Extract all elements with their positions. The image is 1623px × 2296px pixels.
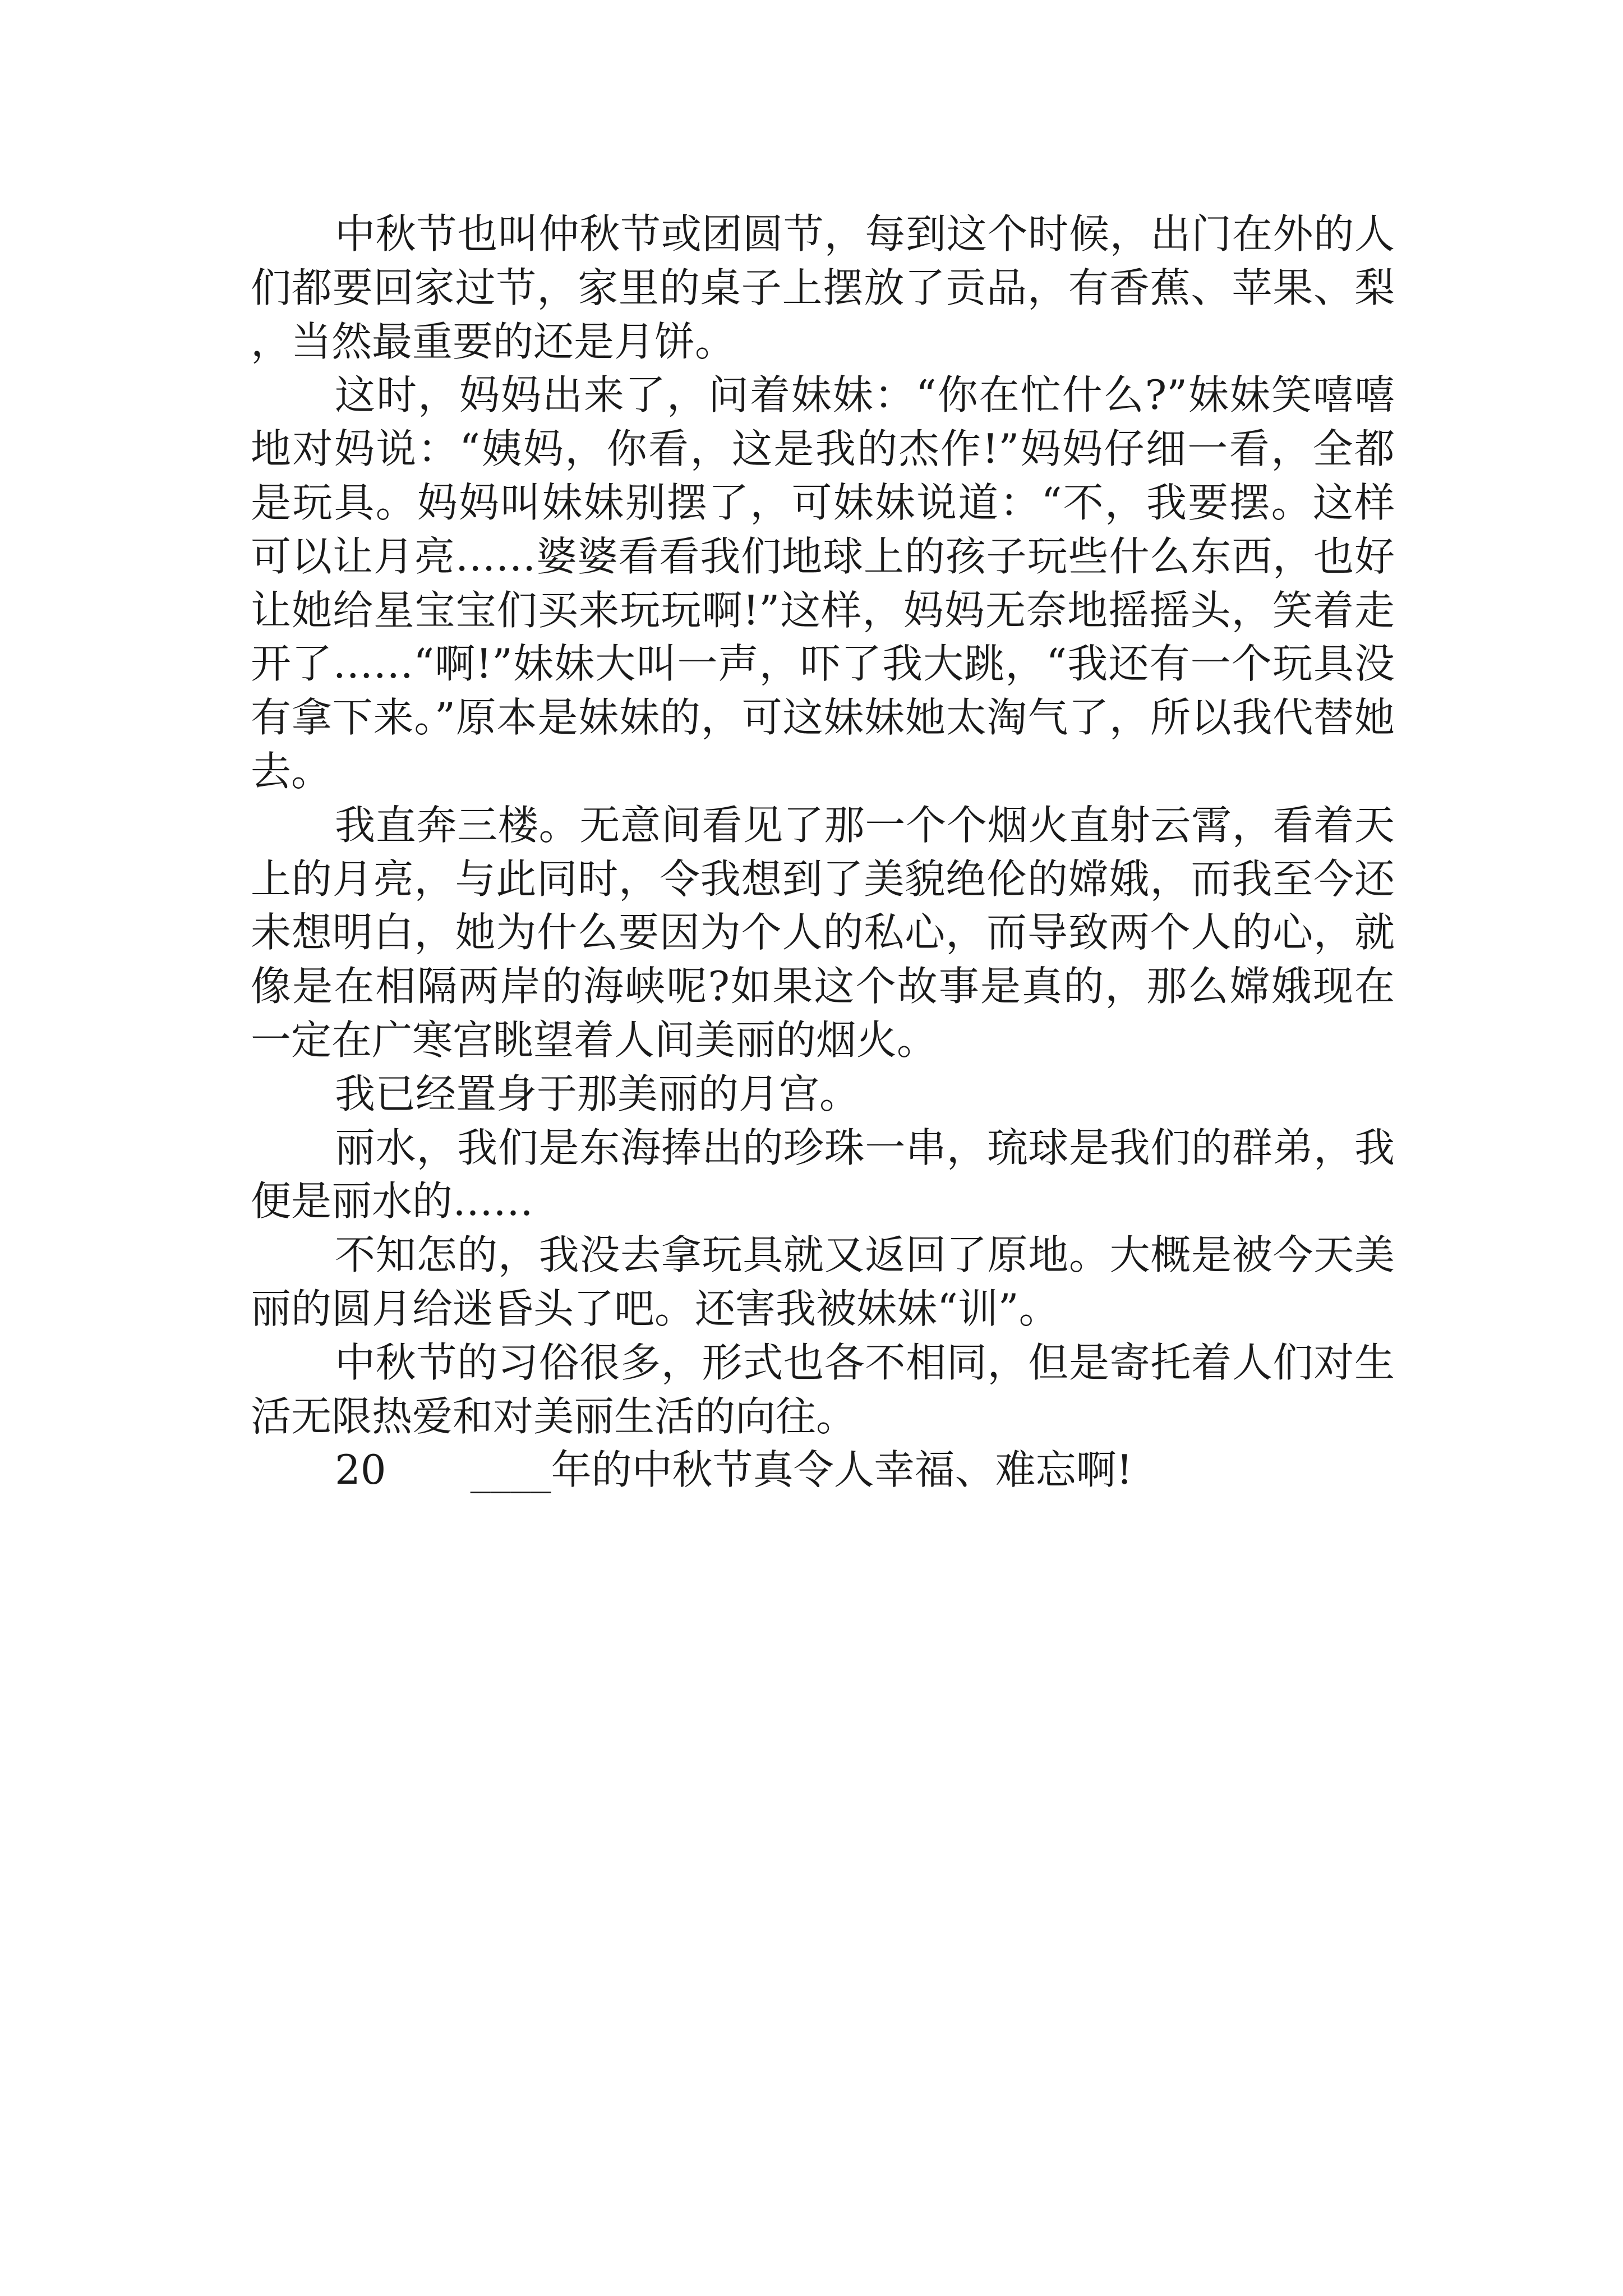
paragraph-mom-and-sister: 这时，妈妈出来了，问着妹妹：“你在忙什么?”妹妹笑嘻嘻地对妈说：“姨妈，你看，这是我的杰作!”妈妈仔细一看，全都是玩具。妈妈叫妹妹别摆了，可妹妹说道：“不，我要摆。这样可以让月亮……婆婆看看我们地球上的孩子玩些什么东西，也好让她给星宝宝们买来玩玩啊!”这样，妈妈无奈地摇摇头，笑着走开了……“啊!”妹妹大叫一声，吓了我大跳，“我还有一个玩具没有拿下来。”原本是妹妹的，可这妹妹她太淘气了，所以我代替她去。 (251, 371, 1395, 795)
paragraph-moon-palace: 我已经置身于那美丽的月宫。 (335, 1070, 860, 1117)
year-blank: ____ (470, 1446, 551, 1494)
closing-text: 年的中秋节真令人幸福、难忘啊! (551, 1446, 1133, 1494)
document-body (251, 208, 1395, 1497)
paragraph-return: 不知怎的，我没去拿玩具就又返回了原地。大概是被今天美丽的圆月给迷昏头了吧。还害我被妹妹“训”。 (251, 1231, 1395, 1332)
paragraph-mid-autumn-intro: 中秋节也叫仲秋节或团圆节，每到这个时候，出门在外的人们都要回家过节，家里的桌子上摆放了贡品，有香蕉、苹果、梨，当然最重要的还是月饼。 (251, 210, 1395, 365)
paragraph-closing (251, 1443, 1395, 1497)
year-prefix: 20 (335, 1446, 386, 1494)
paragraph-lishui: 丽水，我们是东海捧出的珍珠一串，琉球是我们的群弟，我便是丽水的…… (251, 1124, 1395, 1225)
paragraph-third-floor: 我直奔三楼。无意间看见了那一个个烟火直射云霄，看着天上的月亮，与此同时，令我想到了美貌绝伦的嫦娥，而我至今还未想明白，她为什么要因为个人的私心，而导致两个人的心，就像是在相隔两岸的海峡呢?如果这个故事是真的，那么嫦娥现在一定在广寒宫眺望着人间美丽的烟火。 (251, 801, 1395, 1064)
paragraph-customs: 中秋节的习俗很多，形式也各不相同，但是寄托着人们对生活无限热爱和对美丽生活的向往。 (251, 1338, 1395, 1440)
